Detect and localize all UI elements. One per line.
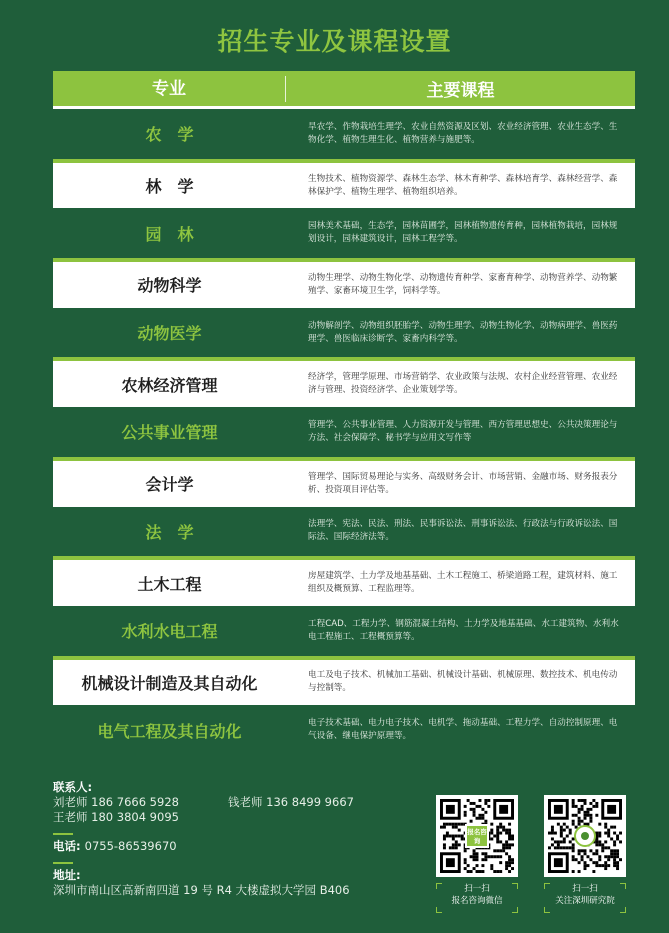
course-table: [53, 71, 635, 755]
address-label: 地址:: [53, 868, 81, 882]
course-list: 法理学、宪法、民法、刑法、民事诉讼法、刑事诉讼法、行政法与行政诉讼法、国际法、国际经济法等。: [308, 519, 618, 543]
course-list: 管理学、国际贸易理论与实务、高级财务会计、市场营销、金融市场、财务报表分析、投资项目评估等。: [308, 471, 618, 495]
major-name: 机械设计制造及其自动化: [81, 673, 258, 693]
major-name: 动物科学: [137, 276, 202, 296]
major-name: 农林经济管理: [121, 375, 218, 395]
major-name: 动物医学: [137, 324, 202, 344]
course-list: 生物技术、植物资源学、森林生态学、林木育种学、森林培育学、森林经营学、森林保护学、植物生理学、植物组织培养。: [308, 173, 618, 197]
table-row: [53, 308, 635, 358]
course-list: 管理学、公共事业管理、人力资源开发与管理、西方管理思想史、公共决策理论与方法、社会保障学、秘书学与应用文写作等: [308, 419, 618, 443]
qr-center-badge: 报名咨询: [465, 824, 489, 848]
major-name: 水利水电工程: [121, 622, 218, 642]
table-header: [53, 71, 635, 109]
course-list: 经济学，管理学原理、市场营销学、农业政策与法规、农村企业经营管理、农业经济与管理、投资经济学、企业策划学等。: [308, 372, 618, 396]
divider-dash: [53, 833, 73, 835]
course-list: 电工及电子技术、机械加工基础、机械设计基础、机械原理、数控技术、机电传动与控制等。: [308, 670, 618, 694]
major-name: 林 学: [145, 177, 194, 197]
course-list: 旱农学、作物栽培生理学、农业自然资源及区划、农业经济管理、农业生态学、生物化学、植物生理生化、植物营养与施肥等。: [308, 121, 618, 145]
course-list: 电子技术基础、电力电子技术、电机学、拖动基础、工程力学、自动控制原理、电气设备、继电保护原理等。: [308, 718, 618, 742]
contacts-label: 联系人:: [53, 780, 93, 794]
contact-person-3: 王老师 180 3804 9095: [53, 810, 179, 824]
major-name: 公共事业管理: [121, 423, 218, 443]
contact-person-1: 刘老师 186 7666 5928: [53, 795, 179, 809]
contact-section: [53, 780, 433, 898]
major-name: 土木工程: [137, 574, 202, 594]
qr-signup[interactable]: [436, 795, 518, 913]
table-row: [53, 705, 635, 755]
header-course: 主要课程: [426, 81, 495, 101]
phone-line: [53, 839, 433, 854]
phone-label: 电话:: [53, 839, 81, 853]
phone-number: 0755-86539670: [84, 839, 177, 853]
major-name: 会计学: [145, 475, 194, 495]
course-list: 动物生理学、动物生物化学、动物遗传育种学、家畜育种学、动物营养学、动物繁殖学、家畜环境卫生学，饲料学等。: [308, 272, 618, 296]
table-row: [53, 357, 635, 407]
table-row: [53, 258, 635, 308]
table-row: [53, 606, 635, 656]
qr-follow[interactable]: [544, 795, 626, 913]
table-row: [53, 556, 635, 606]
qr-caption-line2: 关注深圳研究院: [555, 896, 615, 906]
header-major: 专业: [53, 76, 286, 102]
major-name: 电气工程及其自动化: [97, 721, 242, 741]
course-list: 园林美术基础，生态学，园林苗圃学，园林植物遗传育种，园林植物栽培，园林规划设计，园林建筑设计，园林工程学等。: [308, 221, 618, 245]
qr-caption-follow: [544, 883, 626, 913]
table-row: [53, 208, 635, 258]
address-text: 深圳市南山区高新南四道 19 号 R4 大楼虚拟大学园 B406: [53, 883, 350, 897]
qr-caption-line1: 扫一扫: [572, 884, 598, 894]
contact-person-2: 钱老师 136 8499 9667: [228, 795, 354, 809]
major-name: 法 学: [145, 522, 194, 542]
institute-logo-icon: [574, 825, 596, 847]
divider-dash: [53, 862, 73, 864]
course-list: 工程CAD、工程力学、钢筋混凝土结构、土力学及地基基础、水工建筑物、水利水电工程施工、工程概预算等。: [308, 618, 619, 642]
contacts-line-1: [53, 795, 433, 810]
qr-caption-line2: 报名咨询微信: [451, 896, 503, 906]
table-row: [53, 159, 635, 209]
qr-code-signup[interactable]: [436, 795, 518, 877]
qr-code-follow[interactable]: [544, 795, 626, 877]
table-row: [53, 407, 635, 457]
table-row: [53, 656, 635, 706]
qr-caption-signup: [436, 883, 518, 913]
major-name: 农 学: [145, 125, 194, 145]
table-row: [53, 109, 635, 159]
table-row: [53, 507, 635, 557]
course-list: 动物解剖学、动物组织胚胎学、动物生理学、动物生物化学、动物病理学、兽医药理学、兽医临床诊断学、家畜内科学等。: [308, 320, 618, 344]
table-row: [53, 457, 635, 507]
course-list: 房屋建筑学、土力学及地基基础、土木工程施工、桥梁道路工程，建筑材料、施工组织及概预算、工程监理等。: [308, 571, 618, 595]
major-name: 园 林: [145, 224, 194, 244]
qr-caption-line1: 扫一扫: [464, 884, 490, 894]
page-title: 招生专业及课程设置: [217, 27, 452, 56]
